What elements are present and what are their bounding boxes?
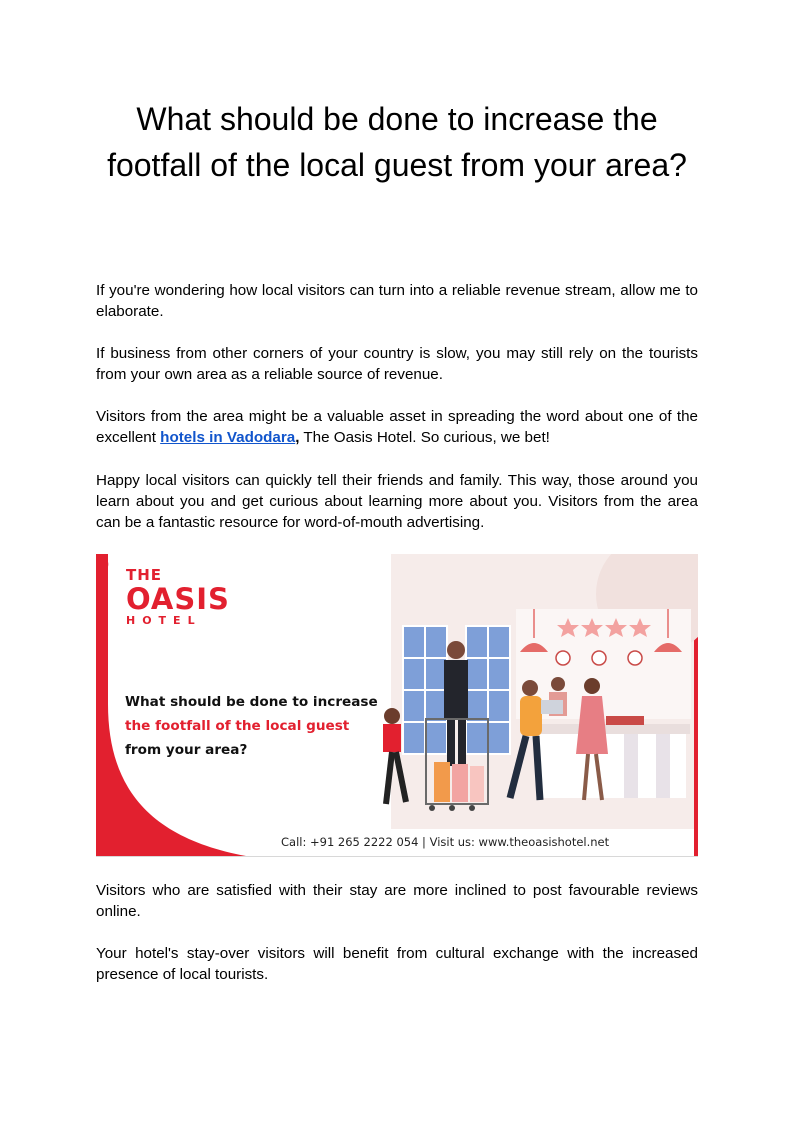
logo-line-the: THE	[126, 566, 163, 584]
page-title: What should be done to increase the footfall of the local guest from your area?	[107, 101, 687, 183]
link-comma: ,	[295, 429, 300, 446]
logo-line-oasis: OASIS	[126, 582, 230, 616]
leaf-logo-icon	[96, 554, 110, 576]
banner-headline	[125, 690, 395, 762]
paragraph-visitors	[96, 406, 698, 448]
hotels-in-vadodara-link[interactable]: hotels in Vadodara	[160, 429, 296, 446]
banner-contact-line: Call: +91 265 2222 054 | Visit us: www.theoasishotel.net	[281, 835, 610, 849]
banner-headline-line-1: What should be done to increase	[125, 694, 378, 710]
paragraph-business: If business from other corners of your country is slow, you may still rely on the tourists from your own area as a reliable source of revenue.	[96, 345, 698, 383]
logo-line-hotel: HOTEL	[126, 614, 202, 627]
paragraph-cultural-exchange: Your hotel's stay-over visitors will benefit from cultural exchange with the increased presence of local tourists.	[96, 945, 698, 983]
paragraph-reviews: Visitors who are satisfied with their stay are more inclined to post favourable reviews online.	[96, 882, 698, 920]
oasis-hotel-logo	[126, 566, 266, 628]
banner-headline-line-3: from your area?	[125, 742, 248, 758]
paragraph-intro: If you're wondering how local visitors can turn into a reliable revenue stream, allow me to elaborate.	[96, 282, 698, 320]
paragraph-word-of-mouth: Happy local visitors can quickly tell their friends and family. This way, those around you learn about you and get curious about learning more about you. Visitors from the area can be a fantastic resource for word-of-mouth advertising.	[96, 472, 698, 531]
banner-headline-line-2: the footfall of the local guest	[125, 718, 350, 734]
promo-banner-image	[96, 554, 698, 857]
paragraph-visitors-text: Visitors from the area might be a valuable asset in spreading the word about one of the excellent	[96, 408, 698, 446]
paragraph-visitors-tail: The Oasis Hotel. So curious, we bet!	[299, 429, 550, 446]
